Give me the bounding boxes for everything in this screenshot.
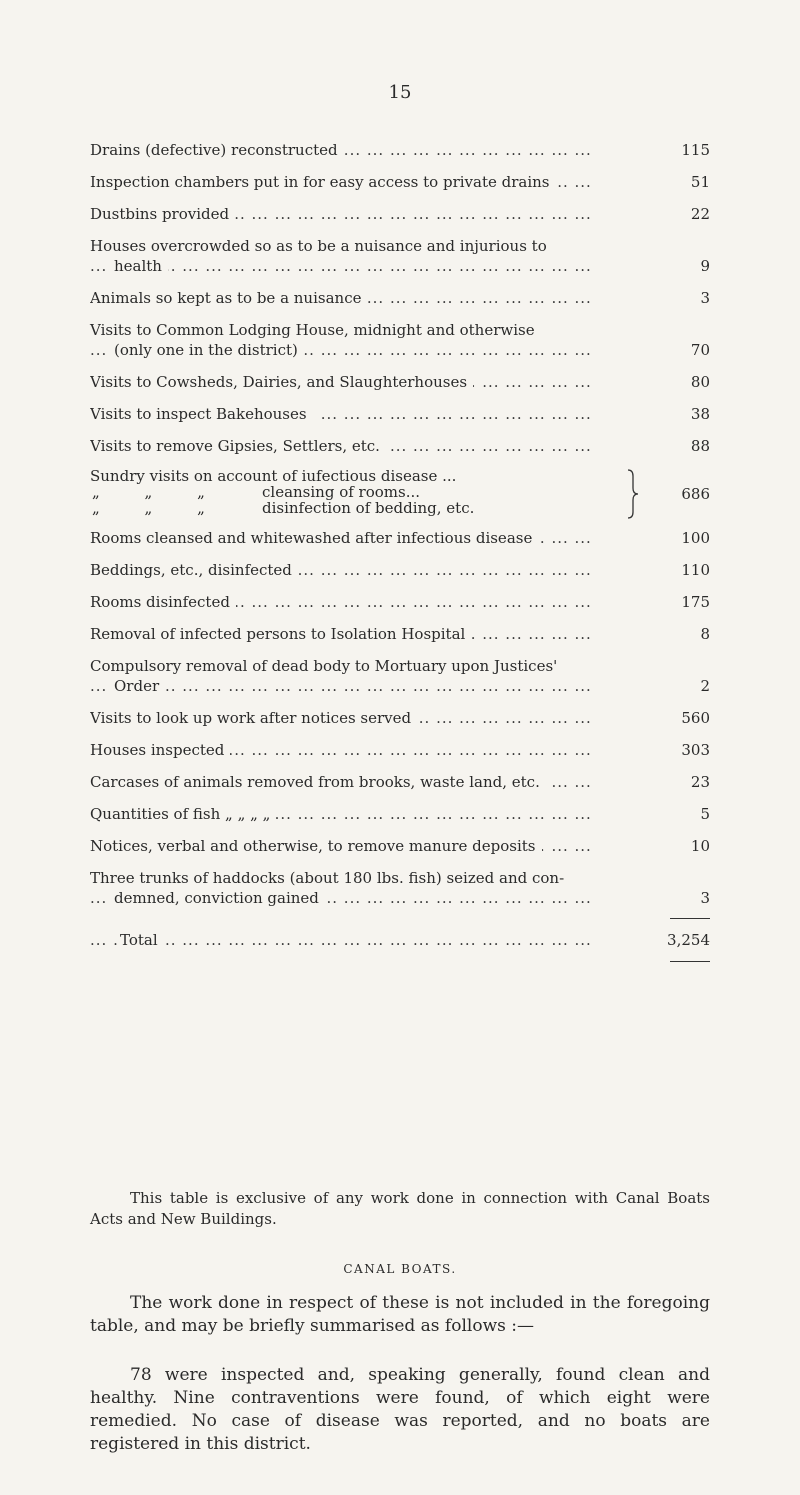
table-row: Inspection chambers put in for easy access to private drains ... . 51 [90,172,710,192]
table-row: Carcases of animals removed from brooks, waste land, etc. ... . 23 [90,772,710,792]
canal-paragraph-1: The work done in respect of these is not included in the foregoing table, and may be briefly summarised as follows :— [90,1293,710,1336]
table-row: Houses inspected ... . 303 [90,740,710,760]
table-row: Visits to look up work after notices served ... . 560 [90,708,710,728]
total-rule-bottom [670,961,710,962]
table-row: Visits to Common Lodging House, midnight and otherwise (only one in the district) ... . 70 [90,320,710,360]
ditto-marks: „ „ „ [92,499,225,517]
table-row: Quantities of fish „ „ „ „ ... . 5 [90,804,710,824]
table-row: Compulsory removal of dead body to Mortuary upon Justices' Order ... . 2 [90,656,710,696]
table-row: Notices, verbal and otherwise, to remove manure deposits ... . 10 [90,836,710,856]
table-row: Visits to Cowsheds, Dairies, and Slaughterhouses ... . 80 [90,372,710,392]
canal-boats-heading: CANAL BOATS. [343,1262,457,1276]
ditto-marks: „ „ „ [92,483,225,501]
table-row: Beddings, etc., disinfected ... . 110 [90,560,710,580]
sundry-visits-group: Sundry visits on account of iufectious disease ... „ „ „ cleansing of rooms... „ „ „ disinfection of bedding, etc. 686 [90,468,710,516]
table-row: Removal of infected persons to Isolation Hospital ... . 8 [90,624,710,644]
table-row: Animals so kept as to be a nuisance ... . 3 [90,288,710,308]
brace-icon [626,468,640,520]
table-row: Rooms cleansed and whitewashed after infectious disease ... . 100 [90,528,710,548]
table-row: Three trunks of haddocks (about 180 lbs. fish) seized and con- demned, conviction gained ... . 3 [90,868,710,908]
total-rule-top [670,918,710,919]
total-row: Total ... . 3,254 [90,930,710,950]
work-table [90,140,710,962]
table-row: Houses overcrowded so as to be a nuisance and injurious to health ... . 9 [90,236,710,276]
canal-paragraph-2: 78 were inspected and, speaking generally, found clean and healthy. Nine contraventions were found, of which eight were remedied. No case of disease was reported, and no boats are registered in this district. [90,1365,710,1454]
table-row: Drains (defective) reconstructed ... . 115 [90,140,710,160]
table-note: This table is exclusive of any work done in connection with Canal Boats Acts and New Buildings. [90,1189,710,1228]
table-row: Rooms disinfected ... . 175 [90,592,710,612]
table-row: Dustbins provided ... . 22 [90,204,710,224]
table-row: Visits to inspect Bakehouses ... . 38 [90,404,710,424]
page-number: 15 [388,82,412,103]
table-row: Visits to remove Gipsies, Settlers, etc. ... . 88 [90,436,710,456]
